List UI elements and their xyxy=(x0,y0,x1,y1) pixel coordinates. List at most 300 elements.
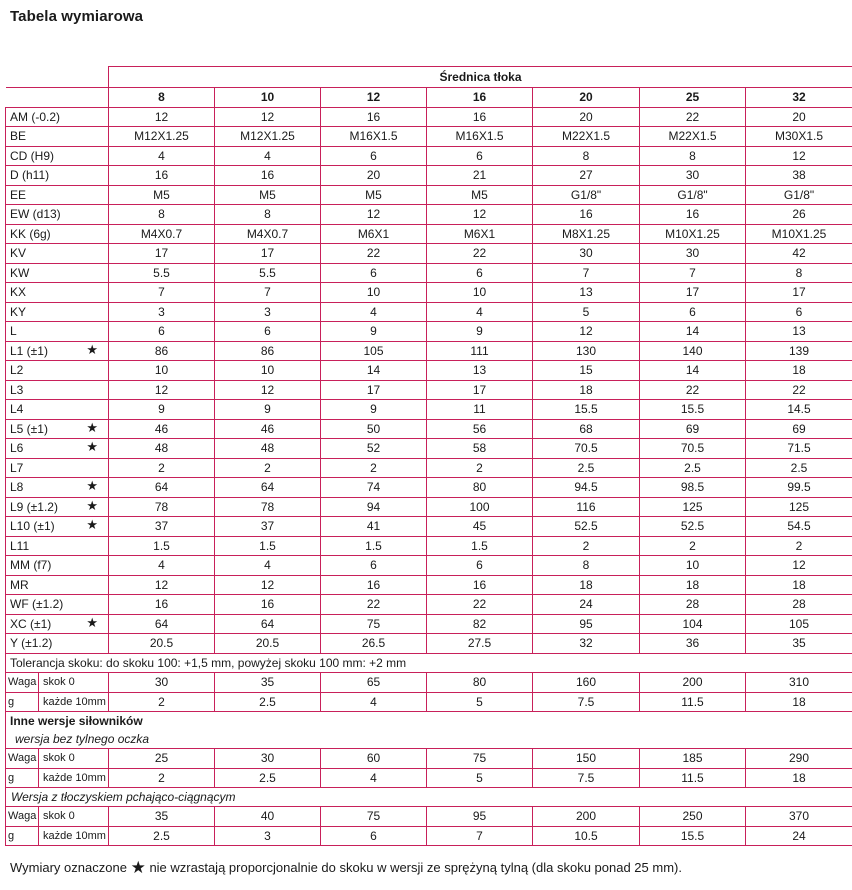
value-cell: 16 xyxy=(321,575,427,595)
row-label xyxy=(6,302,109,322)
weight-sub-label: skok 0 xyxy=(39,807,109,827)
bore-header-row xyxy=(6,88,852,108)
tolerance-row xyxy=(6,653,852,673)
value-cell: 27.5 xyxy=(427,634,533,654)
row-label xyxy=(6,185,109,205)
value-cell: 64 xyxy=(215,614,321,634)
value-cell: 13 xyxy=(427,361,533,381)
value-cell: 111 xyxy=(427,341,533,361)
value-cell: 8 xyxy=(640,146,746,166)
value-cell: 48 xyxy=(109,439,215,459)
value-cell: 125 xyxy=(746,497,852,517)
value-cell: 6 xyxy=(321,556,427,576)
row-label-text: EW (d13) xyxy=(10,207,61,222)
table-row xyxy=(6,224,852,244)
star-icon: ★ xyxy=(86,439,98,454)
value-cell: 12 xyxy=(109,107,215,127)
table-row xyxy=(6,263,852,283)
value-cell: 21 xyxy=(427,166,533,186)
value-cell: 17 xyxy=(746,283,852,303)
value-cell: 16 xyxy=(215,166,321,186)
value-cell: 20 xyxy=(321,166,427,186)
row-label-text: XC (±1) xyxy=(10,616,52,631)
value-cell: 160 xyxy=(533,673,640,693)
bore-16: 16 xyxy=(427,88,533,108)
weight-label: Waga xyxy=(6,807,39,827)
value-cell: 16 xyxy=(427,107,533,127)
value-cell: 290 xyxy=(746,749,852,769)
value-cell: 16 xyxy=(533,205,640,225)
value-cell: 116 xyxy=(533,497,640,517)
value-cell: 10 xyxy=(215,361,321,381)
row-label-text: L4 xyxy=(10,402,24,417)
row-label xyxy=(6,556,109,576)
table-row xyxy=(6,497,852,517)
value-cell: 8 xyxy=(215,205,321,225)
value-cell: M12X1.25 xyxy=(215,127,321,147)
value-cell: 9 xyxy=(321,400,427,420)
value-cell: 22 xyxy=(640,107,746,127)
value-cell: 25 xyxy=(109,749,215,769)
value-cell: 37 xyxy=(109,517,215,537)
value-cell: 2.5 xyxy=(109,826,215,846)
value-cell: 150 xyxy=(533,749,640,769)
value-cell: 4 xyxy=(215,146,321,166)
star-icon: ★ xyxy=(130,858,146,877)
value-cell: 64 xyxy=(109,614,215,634)
value-cell: 6 xyxy=(321,263,427,283)
value-cell: 64 xyxy=(109,478,215,498)
value-cell: 18 xyxy=(533,575,640,595)
value-cell: 12 xyxy=(215,575,321,595)
row-label xyxy=(6,595,109,615)
value-cell: 9 xyxy=(109,400,215,420)
value-cell: 9 xyxy=(321,322,427,342)
value-cell: 12 xyxy=(746,146,852,166)
row-label-text: L10 (±1) xyxy=(10,519,55,534)
table-row xyxy=(6,283,852,303)
value-cell: 13 xyxy=(533,283,640,303)
weight-sub-label: każde 10mm xyxy=(39,826,109,846)
variant-title: Wersja z tłoczyskiem pchająco-ciągnącym xyxy=(6,788,852,807)
value-cell: 8 xyxy=(533,556,640,576)
table-row xyxy=(6,614,852,634)
value-cell: 12 xyxy=(746,556,852,576)
value-cell: 185 xyxy=(640,749,746,769)
weight-unit-label: g xyxy=(6,768,39,788)
value-cell: M5 xyxy=(215,185,321,205)
table-row xyxy=(6,478,852,498)
weight-unit-label: g xyxy=(6,826,39,846)
value-cell: 200 xyxy=(640,673,746,693)
value-cell: 10 xyxy=(640,556,746,576)
value-cell: 8 xyxy=(533,146,640,166)
value-cell: 2.5 xyxy=(640,458,746,478)
weight-sub-label: skok 0 xyxy=(39,673,109,693)
value-cell: G1/8" xyxy=(533,185,640,205)
value-cell: 20.5 xyxy=(109,634,215,654)
row-label-text: MR xyxy=(10,577,29,592)
value-cell: 45 xyxy=(427,517,533,537)
row-label xyxy=(6,478,109,498)
weight-sub-label: każde 10mm xyxy=(39,768,109,788)
value-cell: 35 xyxy=(109,807,215,827)
value-cell: 80 xyxy=(427,478,533,498)
table-row xyxy=(6,146,852,166)
weight-row-per10mm xyxy=(6,826,852,846)
row-label xyxy=(6,341,109,361)
footnote xyxy=(10,858,682,878)
value-cell: 69 xyxy=(640,419,746,439)
value-cell: 12 xyxy=(427,205,533,225)
value-cell: 1.5 xyxy=(109,536,215,556)
value-cell: 30 xyxy=(640,166,746,186)
value-cell: 20 xyxy=(533,107,640,127)
value-cell: 12 xyxy=(215,107,321,127)
value-cell: 58 xyxy=(427,439,533,459)
value-cell: 12 xyxy=(215,380,321,400)
table-row xyxy=(6,439,852,459)
value-cell: 8 xyxy=(746,263,852,283)
table-row xyxy=(6,302,852,322)
value-cell: 310 xyxy=(746,673,852,693)
bore-20: 20 xyxy=(533,88,640,108)
header-group-row xyxy=(6,67,852,88)
dimension-table xyxy=(5,66,852,846)
value-cell: 27 xyxy=(533,166,640,186)
row-label xyxy=(6,263,109,283)
value-cell: 94 xyxy=(321,497,427,517)
value-cell: 140 xyxy=(640,341,746,361)
star-icon: ★ xyxy=(86,478,98,493)
row-label-text: WF (±1.2) xyxy=(10,597,64,612)
value-cell: 46 xyxy=(109,419,215,439)
table-row xyxy=(6,595,852,615)
value-cell: M12X1.25 xyxy=(109,127,215,147)
row-label-text: L2 xyxy=(10,363,24,378)
value-cell: 6 xyxy=(640,302,746,322)
value-cell: 86 xyxy=(109,341,215,361)
row-label xyxy=(6,244,109,264)
table-row xyxy=(6,634,852,654)
value-cell: 105 xyxy=(746,614,852,634)
value-cell: 14 xyxy=(321,361,427,381)
value-cell: 14 xyxy=(640,361,746,381)
row-label xyxy=(6,497,109,517)
value-cell: 7 xyxy=(215,283,321,303)
value-cell: 1.5 xyxy=(321,536,427,556)
value-cell: 10.5 xyxy=(533,826,640,846)
row-label-text: KK (6g) xyxy=(10,226,51,241)
row-label-text: BE xyxy=(10,129,27,144)
value-cell: 139 xyxy=(746,341,852,361)
value-cell: 104 xyxy=(640,614,746,634)
value-cell: 16 xyxy=(109,595,215,615)
value-cell: 20.5 xyxy=(215,634,321,654)
row-label xyxy=(6,517,109,537)
value-cell: 12 xyxy=(533,322,640,342)
value-cell: 13 xyxy=(746,322,852,342)
value-cell: 6 xyxy=(427,146,533,166)
bore-12: 12 xyxy=(321,88,427,108)
value-cell: 16 xyxy=(321,107,427,127)
table-row xyxy=(6,166,852,186)
value-cell: 10 xyxy=(109,361,215,381)
value-cell: 105 xyxy=(321,341,427,361)
value-cell: 28 xyxy=(640,595,746,615)
value-cell: 7 xyxy=(533,263,640,283)
tolerance-note: Tolerancja skoku: do skoku 100: +1,5 mm, powyżej skoku 100 mm: +2 mm xyxy=(6,653,852,673)
value-cell: 71.5 xyxy=(746,439,852,459)
value-cell: 74 xyxy=(321,478,427,498)
value-cell: 16 xyxy=(109,166,215,186)
value-cell: 5.5 xyxy=(109,263,215,283)
weight-unit-label: g xyxy=(6,692,39,712)
value-cell: 2 xyxy=(109,692,215,712)
value-cell: 46 xyxy=(215,419,321,439)
value-cell: 3 xyxy=(109,302,215,322)
section-heading-row xyxy=(6,712,852,731)
other-versions-title: Inne wersje siłowników xyxy=(6,712,852,731)
value-cell: 75 xyxy=(321,807,427,827)
value-cell: 9 xyxy=(427,322,533,342)
row-label-text: L5 (±1) xyxy=(10,421,48,436)
row-label xyxy=(6,575,109,595)
value-cell: M16X1.5 xyxy=(427,127,533,147)
row-label-text: L9 (±1.2) xyxy=(10,499,58,514)
value-cell: 5.5 xyxy=(215,263,321,283)
bore-25: 25 xyxy=(640,88,746,108)
weight-row-per10mm xyxy=(6,768,852,788)
bore-10: 10 xyxy=(215,88,321,108)
weight-sub-label: skok 0 xyxy=(39,749,109,769)
row-label-text: AM (-0.2) xyxy=(10,109,61,124)
value-cell: 95 xyxy=(427,807,533,827)
header-blank xyxy=(6,88,109,108)
value-cell: 2 xyxy=(109,768,215,788)
value-cell: 68 xyxy=(533,419,640,439)
row-label xyxy=(6,205,109,225)
value-cell: 2 xyxy=(746,536,852,556)
value-cell: 94.5 xyxy=(533,478,640,498)
bore-32: 32 xyxy=(746,88,852,108)
value-cell: 16 xyxy=(640,205,746,225)
value-cell: 65 xyxy=(321,673,427,693)
value-cell: 5 xyxy=(427,768,533,788)
value-cell: 42 xyxy=(746,244,852,264)
row-label xyxy=(6,634,109,654)
value-cell: 17 xyxy=(215,244,321,264)
value-cell: 16 xyxy=(215,595,321,615)
row-label-text: KY xyxy=(10,304,27,319)
table-row xyxy=(6,244,852,264)
value-cell: 15.5 xyxy=(533,400,640,420)
bore-group-label: Średnica tłoka xyxy=(109,67,852,88)
value-cell: 98.5 xyxy=(640,478,746,498)
value-cell: 2.5 xyxy=(746,458,852,478)
value-cell: 4 xyxy=(321,302,427,322)
row-label-text: KX xyxy=(10,285,27,300)
value-cell: 5 xyxy=(427,692,533,712)
value-cell: 12 xyxy=(109,380,215,400)
table-body xyxy=(6,67,852,846)
value-cell: 18 xyxy=(533,380,640,400)
value-cell: M4X0.7 xyxy=(215,224,321,244)
value-cell: 2 xyxy=(533,536,640,556)
table-row xyxy=(6,517,852,537)
value-cell: M5 xyxy=(109,185,215,205)
value-cell: 4 xyxy=(427,302,533,322)
page-title: Tabela wymiarowa xyxy=(10,8,144,25)
value-cell: 20 xyxy=(746,107,852,127)
value-cell: 200 xyxy=(533,807,640,827)
value-cell: 64 xyxy=(215,478,321,498)
value-cell: M22X1.5 xyxy=(640,127,746,147)
weight-row-stroke0 xyxy=(6,807,852,827)
value-cell: 4 xyxy=(321,692,427,712)
row-label xyxy=(6,614,109,634)
value-cell: 99.5 xyxy=(746,478,852,498)
table-row xyxy=(6,185,852,205)
value-cell: 7 xyxy=(109,283,215,303)
value-cell: 70.5 xyxy=(533,439,640,459)
value-cell: 15.5 xyxy=(640,826,746,846)
row-label-text: L3 xyxy=(10,382,24,397)
value-cell: 30 xyxy=(533,244,640,264)
value-cell: 4 xyxy=(109,556,215,576)
row-label-text: L7 xyxy=(10,460,24,475)
value-cell: 10 xyxy=(427,283,533,303)
row-label xyxy=(6,439,109,459)
star-icon: ★ xyxy=(86,614,98,630)
value-cell: 52 xyxy=(321,439,427,459)
value-cell: 54.5 xyxy=(746,517,852,537)
value-cell: M4X0.7 xyxy=(109,224,215,244)
table-row xyxy=(6,556,852,576)
value-cell: 50 xyxy=(321,419,427,439)
value-cell: 26 xyxy=(746,205,852,225)
value-cell: 22 xyxy=(427,595,533,615)
value-cell: G1/8" xyxy=(640,185,746,205)
value-cell: 17 xyxy=(427,380,533,400)
value-cell: 24 xyxy=(746,826,852,846)
row-label xyxy=(6,361,109,381)
weight-label: Waga xyxy=(6,749,39,769)
value-cell: 7 xyxy=(640,263,746,283)
row-label xyxy=(6,107,109,127)
value-cell: 6 xyxy=(746,302,852,322)
value-cell: 86 xyxy=(215,341,321,361)
value-cell: 4 xyxy=(321,768,427,788)
value-cell: 370 xyxy=(746,807,852,827)
table-row xyxy=(6,400,852,420)
value-cell: 52.5 xyxy=(533,517,640,537)
value-cell: 6 xyxy=(427,556,533,576)
star-icon: ★ xyxy=(86,341,98,357)
value-cell: 40 xyxy=(215,807,321,827)
table-row xyxy=(6,419,852,439)
value-cell: 52.5 xyxy=(640,517,746,537)
value-cell: 35 xyxy=(746,634,852,654)
value-cell: 70.5 xyxy=(640,439,746,459)
row-label-text: L6 xyxy=(10,441,24,456)
row-label xyxy=(6,127,109,147)
value-cell: 100 xyxy=(427,497,533,517)
value-cell: 11.5 xyxy=(640,768,746,788)
table-row xyxy=(6,536,852,556)
row-label xyxy=(6,322,109,342)
value-cell: 18 xyxy=(746,361,852,381)
weight-sub-label: każde 10mm xyxy=(39,692,109,712)
value-cell: 7.5 xyxy=(533,768,640,788)
variant-title: wersja bez tylnego oczka xyxy=(6,730,852,749)
table-row xyxy=(6,107,852,127)
value-cell: 24 xyxy=(533,595,640,615)
value-cell: 3 xyxy=(215,826,321,846)
row-label-text: L8 xyxy=(10,480,24,495)
value-cell: 4 xyxy=(215,556,321,576)
value-cell: M10X1.25 xyxy=(746,224,852,244)
row-label xyxy=(6,380,109,400)
star-icon: ★ xyxy=(86,419,98,435)
value-cell: 250 xyxy=(640,807,746,827)
weight-row-stroke0 xyxy=(6,673,852,693)
value-cell: 48 xyxy=(215,439,321,459)
table-row xyxy=(6,458,852,478)
row-label xyxy=(6,419,109,439)
row-label xyxy=(6,536,109,556)
table-row xyxy=(6,341,852,361)
value-cell: M6X1 xyxy=(321,224,427,244)
value-cell: 8 xyxy=(109,205,215,225)
value-cell: 7.5 xyxy=(533,692,640,712)
value-cell: 6 xyxy=(427,263,533,283)
value-cell: 30 xyxy=(109,673,215,693)
value-cell: 6 xyxy=(215,322,321,342)
value-cell: 78 xyxy=(215,497,321,517)
value-cell: 22 xyxy=(640,380,746,400)
value-cell: 82 xyxy=(427,614,533,634)
value-cell: M22X1.5 xyxy=(533,127,640,147)
value-cell: 75 xyxy=(321,614,427,634)
weight-row-stroke0 xyxy=(6,749,852,769)
value-cell: 9 xyxy=(215,400,321,420)
table-row xyxy=(6,575,852,595)
value-cell: 18 xyxy=(746,692,852,712)
value-cell: M10X1.25 xyxy=(640,224,746,244)
value-cell: 2.5 xyxy=(215,768,321,788)
weight-label: Waga xyxy=(6,673,39,693)
row-label-text: CD (H9) xyxy=(10,148,54,163)
value-cell: M6X1 xyxy=(427,224,533,244)
value-cell: 12 xyxy=(109,575,215,595)
row-label-text: MM (f7) xyxy=(10,558,52,573)
value-cell: 28 xyxy=(746,595,852,615)
footnote-before: Wymiary oznaczone xyxy=(10,860,127,875)
row-label xyxy=(6,400,109,420)
value-cell: 2 xyxy=(215,458,321,478)
row-label xyxy=(6,458,109,478)
header-blank xyxy=(6,67,109,88)
table-row xyxy=(6,322,852,342)
value-cell: 14.5 xyxy=(746,400,852,420)
value-cell: 60 xyxy=(321,749,427,769)
value-cell: 14 xyxy=(640,322,746,342)
value-cell: 125 xyxy=(640,497,746,517)
row-label-text: L11 xyxy=(10,538,30,553)
value-cell: 18 xyxy=(640,575,746,595)
value-cell: 17 xyxy=(321,380,427,400)
